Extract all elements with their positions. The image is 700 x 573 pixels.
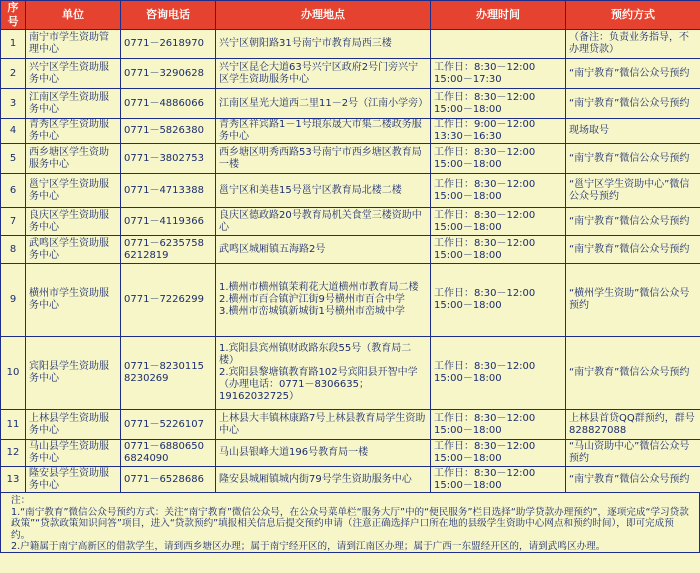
row-address: 马山县银峰大道196号教育局一楼 [216,440,431,467]
row-index: 13 [1,467,26,493]
row-time: 工作日：8:30－12:00 15:00－18:00 [431,89,566,119]
notes-section [0,493,700,553]
row-index: 4 [1,119,26,144]
table-row [1,89,700,119]
row-time: 工作日：8:30－12:00 15:00－18:00 [431,144,566,174]
row-method: 上林县首贷QQ群预约，群号828827088 [566,410,700,440]
row-method: “横州学生资助”微信公众号预约 [566,264,700,337]
row-address: 武鸣区城厢镇五海路2号 [216,236,431,264]
row-unit: 武鸣区学生资助服务中心 [26,236,121,264]
row-method: “邕宁区学生资助中心”微信公众号预约 [566,174,700,208]
row-index: 12 [1,440,26,467]
note-2: 2.户籍属于南宁高新区的借款学生，请到西乡塘区办理；属于南宁经开区的，请到江南区办理；属于广西一东盟经开区的，请到武鸣区办理。 [11,541,606,553]
row-phone: 0771－6235758 6212819 [121,236,216,264]
row-unit: 横州市学生资助服务中心 [26,264,121,337]
table-row [1,208,700,236]
notes-title: 注： [11,495,31,506]
row-phone: 0771－4886066 [121,89,216,119]
row-time: 工作日：8:30－12:00 15:00－18:00 [431,208,566,236]
note-1: 1.“南宁教育”微信公众号预约方式：关注“南宁教育”微信公众号，在公众号菜单栏“服务大厅”中的“便民服务”栏目选择“助学贷款办理预约”，逐项完成“学习贷款政策”“贷款政策知识问答”项目，进入“贷款预约”填报相关信息后提交预约申请（注意正确选择户口所在地的县级学生资助中心网点和预约时间），即可完成预约。 [11,506,689,541]
row-address: 兴宁区朝阳路31号南宁市教育局西三楼 [216,30,431,59]
row-method: “南宁教育”微信公众号预约 [566,89,700,119]
table-row [1,410,700,440]
row-time: 工作日：8:30－12:00 15:00－18:00 [431,337,566,410]
row-unit: 江南区学生资助服务中心 [26,89,121,119]
row-index: 10 [1,337,26,410]
table-row [1,467,700,493]
row-unit: 邕宁区学生资助服务中心 [26,174,121,208]
row-unit: 南宁市学生资助管理中心 [26,30,121,59]
table-row [1,144,700,174]
table-row [1,119,700,144]
row-phone: 0771－2618970 [121,30,216,59]
row-time: 工作日：8:30－12:00 15:00－18:00 [431,410,566,440]
row-unit: 青秀区学生资助服务中心 [26,119,121,144]
row-time: 工作日：8:30－12:00 15:00－18:00 [431,236,566,264]
row-phone: 0771－4119366 [121,208,216,236]
row-time: 工作日：8:30－12:00 15:00－18:00 [431,440,566,467]
row-index: 1 [1,30,26,59]
row-address: 西乡塘区明秀西路53号南宁市西乡塘区教育局一楼 [216,144,431,174]
row-index: 5 [1,144,26,174]
row-method: （备注：负责业务指导，不办理贷款） [566,30,700,59]
row-phone: 0771－5826380 [121,119,216,144]
row-phone: 0771－7226299 [121,264,216,337]
row-unit: 宾阳县学生资助服务中心 [26,337,121,410]
row-unit: 隆安县学生资助服务中心 [26,467,121,493]
row-phone: 0771－3290628 [121,59,216,89]
row-phone: 0771－6528686 [121,467,216,493]
row-phone: 0771－4713388 [121,174,216,208]
row-time: 工作日：8:30－12:00 15:00－18:00 [431,467,566,493]
row-method: “南宁教育”微信公众号预约 [566,236,700,264]
header-address: 办理地点 [216,1,431,30]
row-address: 上林县大丰镇林康路7号上林县教育局学生资助中心 [216,410,431,440]
row-index: 7 [1,208,26,236]
row-time [431,30,566,59]
row-time: 工作日：9:00－12:00 13:30－16:30 [431,119,566,144]
row-method: “南宁教育”微信公众号预约 [566,337,700,410]
table-header-row [1,1,700,30]
row-address: 江南区星光大道西二里11－2号（江南小学旁） [216,89,431,119]
row-method: “南宁教育”微信公众号预约 [566,208,700,236]
row-address: 良庆区德政路20号教育局机关食堂三楼资助中心 [216,208,431,236]
row-phone: 0771－6880650 6824090 [121,440,216,467]
header-time: 办理时间 [431,1,566,30]
row-method: “马山资助中心”微信公众号预约 [566,440,700,467]
row-index: 11 [1,410,26,440]
row-method: “南宁教育”微信公众号预约 [566,144,700,174]
row-address: 1.宾阳县宾州镇财政路东段55号（教育局二楼） 2.宾阳县黎塘镇教育路102号宾阳县开智中学（办理电话：0771－8306635；19162032725） [216,337,431,410]
row-address: 邕宁区和美巷15号邕宁区教育局北楼二楼 [216,174,431,208]
row-unit: 兴宁区学生资助服务中心 [26,59,121,89]
table-row [1,30,700,59]
row-phone: 0771－8230115 8230269 [121,337,216,410]
row-address: 隆安县城厢镇城内街79号学生资助服务中心 [216,467,431,493]
row-index: 2 [1,59,26,89]
row-method: “南宁教育”微信公众号预约 [566,467,700,493]
row-address: 1.横州市横州镇茉莉花大道横州市教育局二楼 2.横州市百合镇沪江街9号横州市百合中学 3.横州市峦城镇新城街1号横州市峦城中学 [216,264,431,337]
header-method: 预约方式 [566,1,700,30]
table-body [1,30,700,493]
row-index: 8 [1,236,26,264]
row-phone: 0771－3802753 [121,144,216,174]
table-row [1,59,700,89]
row-time: 工作日：8:30－12:00 15:00－18:00 [431,174,566,208]
row-unit: 良庆区学生资助服务中心 [26,208,121,236]
row-unit: 上林县学生资助服务中心 [26,410,121,440]
row-method: 现场取号 [566,119,700,144]
header-phone: 咨询电话 [121,1,216,30]
row-index: 6 [1,174,26,208]
header-unit: 单位 [26,1,121,30]
row-method: “南宁教育”微信公众号预约 [566,59,700,89]
row-index: 9 [1,264,26,337]
table-row [1,236,700,264]
row-phone: 0771－5226107 [121,410,216,440]
row-time: 工作日：8:30－12:00 15:00－17:30 [431,59,566,89]
table-row [1,264,700,337]
row-index: 3 [1,89,26,119]
table-row [1,440,700,467]
row-unit: 马山县学生资助服务中心 [26,440,121,467]
row-unit: 西乡塘区学生资助服务中心 [26,144,121,174]
row-time: 工作日：8:30－12:00 15:00－18:00 [431,264,566,337]
header-index: 序号 [1,1,26,30]
row-address: 青秀区祥宾路1－1号琅东晟大市集二楼政务服务中心 [216,119,431,144]
table-row [1,337,700,410]
table-row [1,174,700,208]
row-address: 兴宁区昆仑大道63号兴宁区政府2号门旁兴宁区学生资助服务中心 [216,59,431,89]
